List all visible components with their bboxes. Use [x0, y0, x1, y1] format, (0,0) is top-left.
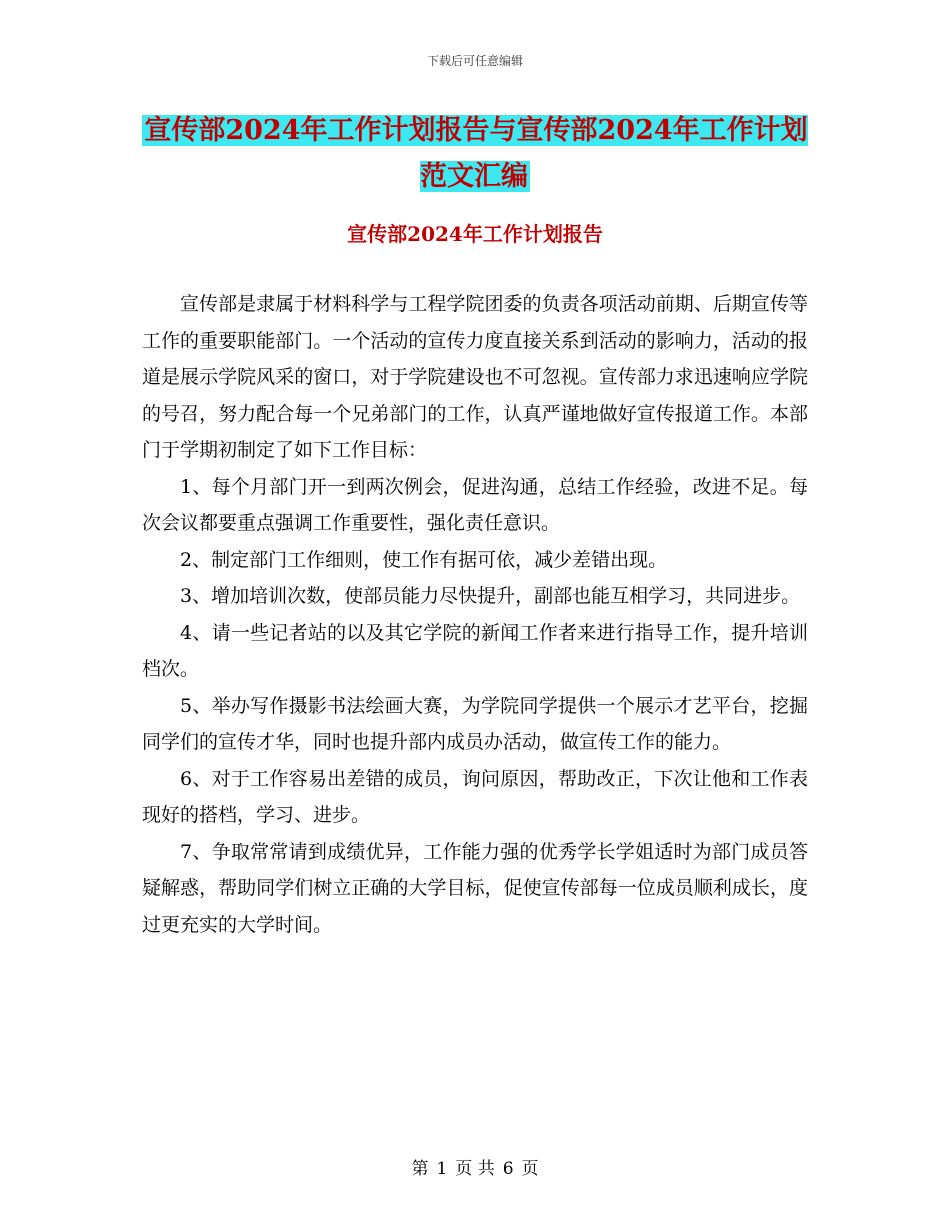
paragraph-item-7: 7、争取常常请到成绩优异，工作能力强的优秀学长学姐适时为部门成员答疑解惑，帮助同学们树立正确的大学目标，促使宣传部每一位成员顺利成长，度过更充实的大学时间。: [142, 840, 808, 936]
document-title: [140, 108, 810, 200]
paragraph-intro: 宣传部是隶属于材料科学与工程学院团委的负责各项活动前期、后期宣传等工作的重要职能部门。一个活动的宣传力度直接关系到活动的影响力，活动的报道是展示学院风采的窗口，对于学院建设也不可忽视。宣传部力求迅速响应学院的号召，努力配合每一个兄弟部门的工作，认真严谨地做好宣传报道工作。本部门于学期初制定了如下工作目标：: [142, 293, 808, 461]
footer-prefix: 第: [411, 1159, 429, 1179]
footer-total-pages: 6: [502, 1159, 514, 1179]
footer-suffix: 页: [521, 1159, 539, 1179]
document-body: [142, 286, 808, 943]
paragraph-item-1: 1、每个月部门开一到两次例会，促进沟通，总结工作经验，改进不足。每次会议都要重点强调工作重要性，强化责任意识。: [142, 475, 808, 534]
paragraph-item-6: 6、对于工作容易出差错的成员，询问原因，帮助改正，下次让他和工作表现好的搭档，学习、进步。: [142, 767, 808, 826]
footer-middle: 页 共: [455, 1159, 495, 1179]
section-title: 宣传部2024年工作计划报告: [347, 222, 603, 246]
paragraph-item-4: 4、请一些记者站的以及其它学院的新闻工作者来进行指导工作，提升培训档次。: [142, 621, 808, 680]
paragraph-item-2: 2、制定部门工作细则，使工作有据可依，减少差错出现。: [180, 548, 668, 571]
paragraph-item-3: 3、增加培训次数，使部员能力尽快提升，副部也能互相学习，共同进步。: [180, 585, 801, 607]
document-title-text: 宣传部2024年工作计划报告与宣传部2024年工作计划范文汇编: [144, 115, 808, 192]
paragraph-item-5: 5、举办写作摄影书法绘画大赛，为学院同学提供一个展示才艺平台，挖掘同学们的宣传才华，同时也提升部内成员办活动，做宣传工作的能力。: [142, 694, 808, 753]
footer-page-number: 1: [436, 1159, 448, 1179]
page-footer: [0, 1154, 950, 1179]
header-note: 下载后可任意编辑: [426, 54, 523, 68]
